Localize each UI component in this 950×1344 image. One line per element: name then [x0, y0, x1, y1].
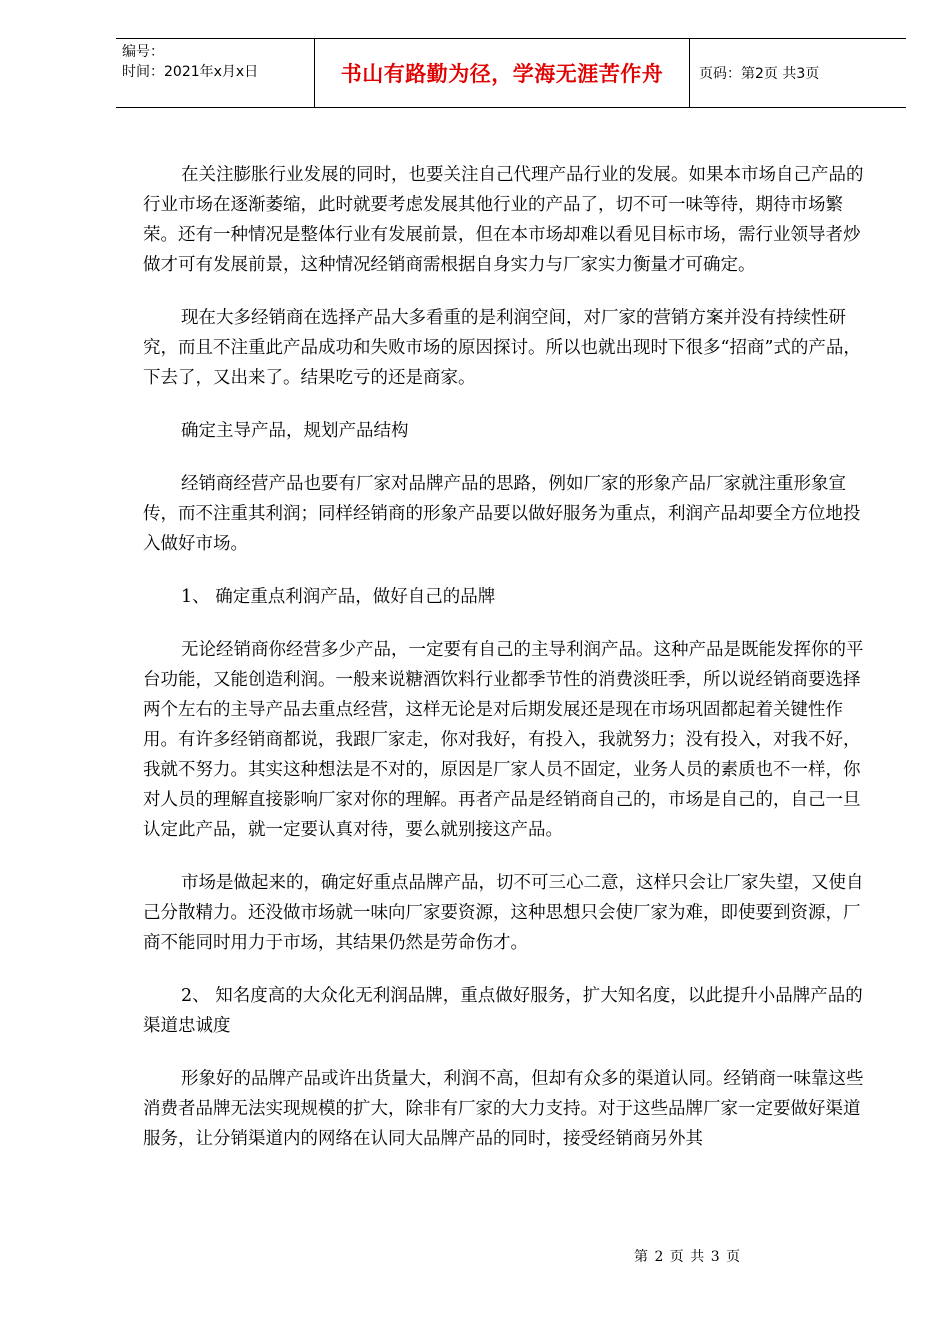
- header-meta: [116, 39, 315, 107]
- numbered-heading: 2、 知名度高的大众化无利润品牌，重点做好服务，扩大知名度，以此提升小品牌产品的渠道忠诚度: [143, 986, 863, 1036]
- paragraph: 形象好的品牌产品或许出货量大，利润不高，但却有众多的渠道认同。经销商一味靠这些消费者品牌无法实现规模的扩大，除非有厂家的大力支持。对于这些品牌厂家一定要做好渠道服务，让分销渠道内的网络在认同大品牌产品的同时，接受经销商另外其: [143, 1069, 864, 1149]
- header-page-info: 页码：第2页 共3页: [699, 66, 820, 82]
- paragraph: 在关注膨胀行业发展的同时，也要关注自己代理产品行业的发展。如果本市场自己产品的行业市场在逐渐萎缩，此时就要考虑发展其他行业的产品了，切不可一味等待，期待市场繁荣。还有一种情况是整体行业有发展前景，但在本市场却难以看见目标市场，需行业领导者炒做才可有发展前景，这种情况经销商需根据自身实力与厂家实力衡量才可确定。: [143, 165, 864, 275]
- paragraph: 市场是做起来的，确定好重点品牌产品，切不可三心二意，这样只会让厂家失望，又使自己分散精力。还没做市场就一味向厂家要资源，这种思想只会使厂家为难，即使要到资源，厂商不能同时用力于市场，其结果仍然是劳命伤才。: [143, 873, 864, 953]
- numbered-heading: 1、 确定重点利润产品，做好自己的品牌: [181, 587, 496, 607]
- header-motto: 书山有路勤为径，学海无涯苦作舟: [315, 39, 690, 107]
- document-time-label: 时间：2021年x月x日: [122, 64, 259, 80]
- page-footer: 第 2 页 共 3 页: [634, 1249, 742, 1265]
- document-body: [143, 160, 873, 1177]
- page-header: [116, 38, 906, 108]
- paragraph: 经销商经营产品也要有厂家对品牌产品的思路，例如厂家的形象产品厂家就注重形象宣传，而不注重其利润；同样经销商的形象产品要以做好服务为重点，利润产品却要全方位地投入做好市场。: [143, 474, 861, 554]
- paragraph: 无论经销商你经营多少产品，一定要有自己的主导利润产品。这种产品是既能发挥你的平台功能，又能创造利润。一般来说糖酒饮料行业都季节性的消费淡旺季，所以说经销商要选择两个左右的主导产品去重点经营，这样无论是对后期发展还是现在市场巩固都起着关键性作用。有许多经销商都说，我跟厂家走，你对我好，有投入，我就努力；没有投入，对我不好，我就不努力。其实这种想法是不对的，原因是厂家人员不固定，业务人员的素质也不一样，你对人员的理解直接影响厂家对你的理解。再者产品是经销商自己的，市场是自己的，自己一旦认定此产品，就一定要认真对待，要么就别接这产品。: [143, 640, 864, 840]
- document-number-label: 编号：: [122, 44, 164, 60]
- paragraph: 现在大多经销商在选择产品大多看重的是利润空间，对厂家的营销方案并没有持续性研究，而且不注重此产品成功和失败市场的原因探讨。所以也就出现时下很多“招商”式的产品，下去了，又出来了。结果吃亏的还是商家。: [143, 308, 861, 388]
- section-heading: 确定主导产品，规划产品结构: [181, 421, 409, 441]
